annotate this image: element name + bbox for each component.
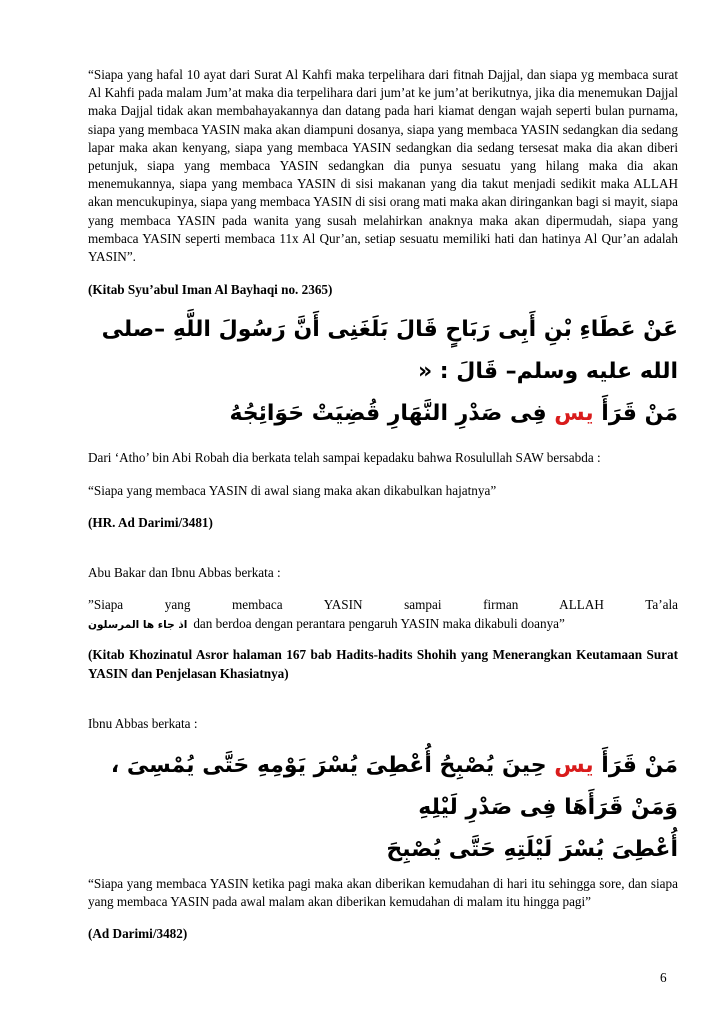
arabic-text: مَنْ قَرَأَ [593, 753, 678, 779]
arabic-text: حِينَ يُصْبِحُ أُعْطِىَ يُسْرَ يَوْمِهِ حَتَّى يُمْسِىَ ، وَمَنْ قَرَأَهَا فِى صَدْرِ لَيْلِهِ [110, 753, 678, 821]
hadith4-translation: “Siapa yang membaca YASIN ketika pagi maka akan diberikan kemudahan di hari itu sehingga sore, dan siapa yang membaca YASIN pada awal malam akan diberikan kemudahan di malam itu hingga pagi” [88, 876, 678, 910]
hadith3-line2-text: dan berdoa dengan perantara pengaruh YASIN maka dikabuli doanya” [193, 616, 565, 632]
page-content [88, 66, 678, 944]
hadith2-arabic-line2 [88, 393, 678, 435]
hadith3-arabic-inline: اذ جاء ها المرسلون [88, 619, 188, 632]
yasin-highlight: يس [554, 753, 594, 779]
hadith4-arabic-line1 [88, 745, 678, 829]
hadith2-translation: “Siapa yang membaca YASIN di awal siang maka akan dikabulkan hajatnya” [88, 482, 497, 498]
hadith3-line2 [88, 616, 678, 632]
hadith4-intro: Ibnu Abbas berkata : [88, 715, 198, 731]
hadith1-text: “Siapa yang hafal 10 ayat dari Surat Al Kahfi maka terpelihara dari fitnah Dajjal, dan siapa yg membaca surat Al Kahfi pada malam Jum’at maka dia terpelihara dari jum’at ke jum’at berikutnya, jika dia menemukan Dajjal maka Dajjal tidak akan membahayakannya dan datang pada hari kiamat dengan wajah seperti bulan purnama, siapa yang membaca YASIN maka akan diampuni dosanya, siapa yang membaca YASIN sedangkan dia sedang lapar maka akan kenyang, siapa yang membaca YASIN sedangkan dia sedang tersesat maka dia akan diberi petunjuk, siapa yang membaca YASIN sedangkan dia punya sesuatu yang hilang maka dia akan menemukannya, siapa yang membaca YASIN di sisi makanan yang dia takut menjadi sedikit maka ALLAH akan mencukupinya, siapa yang membaca YASIN di sisi orang mati maka akan diringankan bagi si mayit, siapa yang membaca YASIN pada wanita yang susah melahirkan anaknya maka akan dipermudah, siapa yang membaca YASIN seperti membaca 11x Al Qur’an, setiap sesuatu memiliki hati dan hatinya Al Qur’an adalah YASIN”. [88, 67, 678, 265]
arabic-text: مَنْ قَرَأَ [593, 401, 678, 427]
hadith2-source: (HR. Ad Darimi/3481) [88, 514, 213, 530]
hadith2-arabic-line1: عَنْ عَطَاءِ بْنِ أَبِى رَبَاحٍ قَالَ بَلَغَنِى أَنَّ رَسُولَ اللَّهِ –صلى الله عليه وسلم– قَالَ : « [101, 317, 678, 385]
hadith1-source: (Kitab Syu’abul Iman Al Bayhaqi no. 2365) [88, 282, 333, 298]
hadith2-arabic [88, 309, 678, 435]
hadith3-line1: ”Siapa yang membaca YASIN sampai firman ALLAH Ta’ala [88, 597, 678, 613]
arabic-text: فِى صَدْرِ النَّهَارِ قُضِيَتْ حَوَائِجُهُ [229, 401, 555, 427]
hadith4-source: (Ad Darimi/3482) [88, 926, 188, 942]
hadith2-narration: Dari ‘Atho’ bin Abi Robah dia berkata telah sampai kepadaku bahwa Rosulullah SAW bersabda : [88, 450, 601, 466]
yasin-highlight: يس [554, 401, 594, 427]
hadith4-arabic-line2: أُعْطِىَ يُسْرَ لَيْلَتِهِ حَتَّى يُصْبِحَ [386, 837, 678, 863]
hadith3-intro: Abu Bakar dan Ibnu Abbas berkata : [88, 565, 281, 581]
hadith3-source: (Kitab Khozinatul Asror halaman 167 bab Hadits-hadits Shohih yang Menerangkan Keutamaan Surat YASIN dan Penjelasan Khasiatnya) [88, 647, 678, 681]
page-number: 6 [660, 970, 667, 985]
hadith4-arabic [88, 745, 678, 871]
